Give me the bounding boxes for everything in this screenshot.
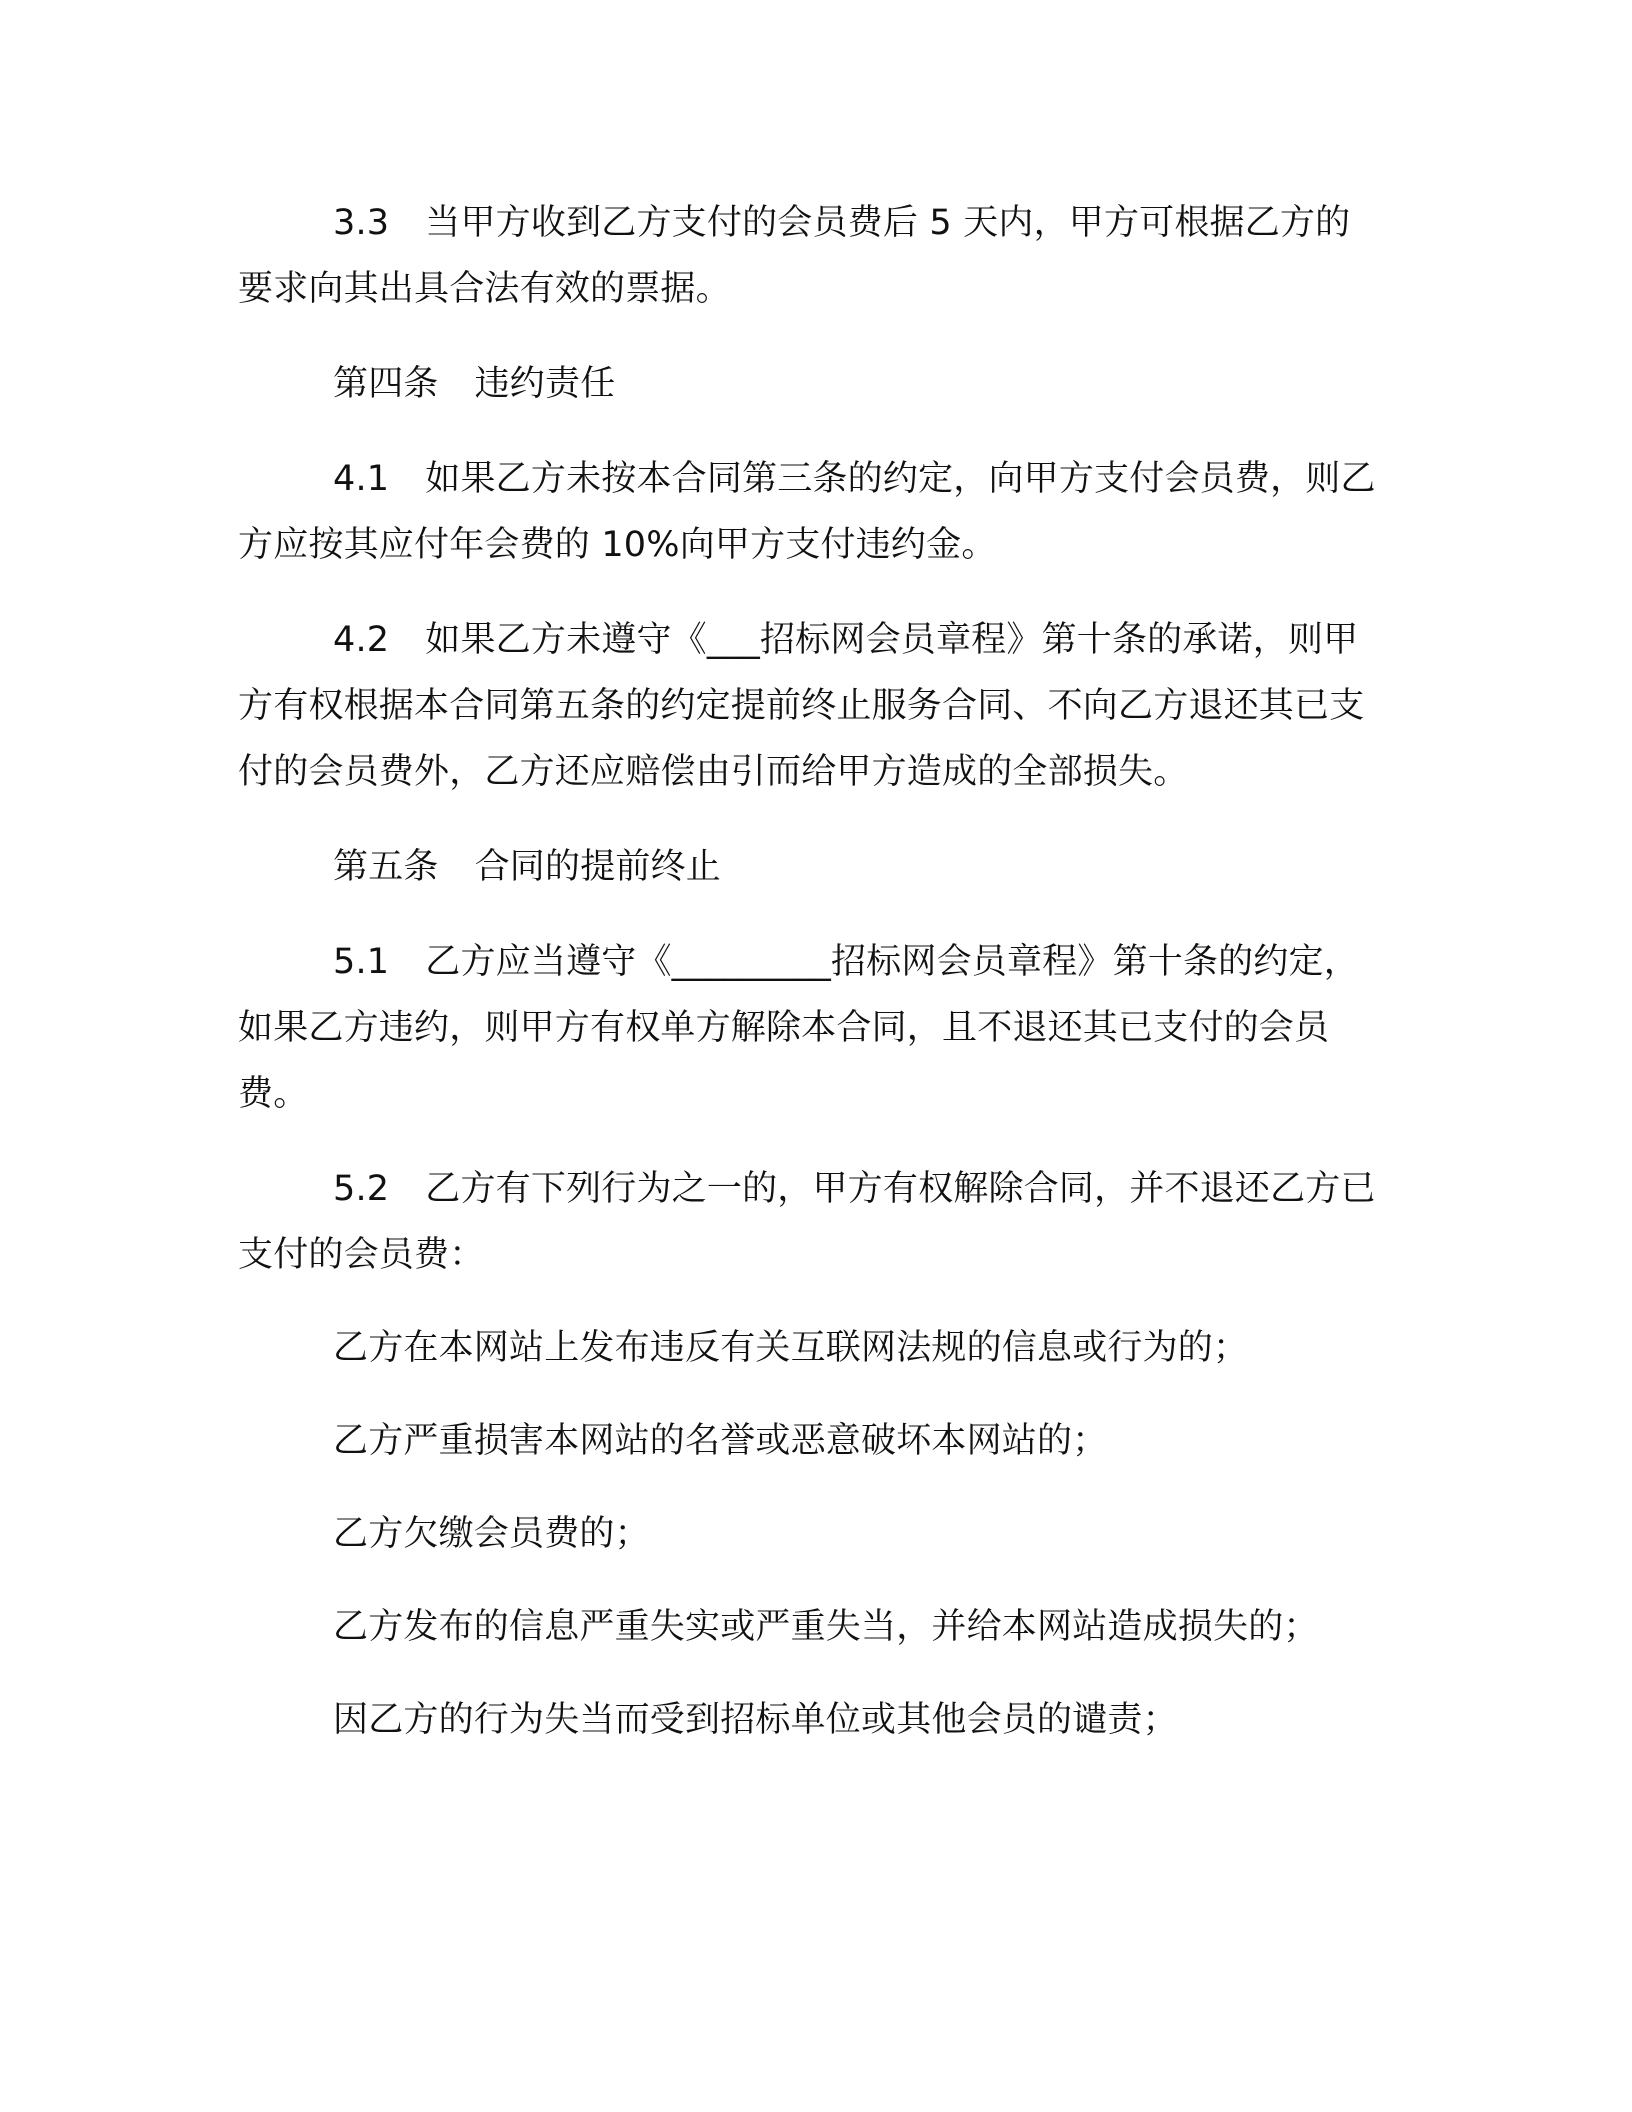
article-number: 第五条 bbox=[333, 847, 439, 887]
clause-number: 5.1 bbox=[333, 942, 390, 982]
clause-4-1 bbox=[238, 446, 1378, 578]
clause-3-3 bbox=[238, 190, 1378, 322]
list-item-text: 乙方在本网站上发布违反有关互联网法规的信息或行为的； bbox=[333, 1328, 1249, 1368]
clause-number: 4.2 bbox=[333, 620, 390, 660]
clause-text: 当甲方收到乙方支付的会员费后 5 天内，甲方可根据乙方的要求向其出具合法有效的票据。 bbox=[238, 203, 1351, 309]
clause-number: 5.2 bbox=[333, 1169, 390, 1209]
clause-text: 乙方有下列行为之一的，甲方有权解除合同，并不退还乙方已支付的会员费： bbox=[238, 1169, 1376, 1275]
article-5-heading bbox=[238, 834, 1378, 900]
clause-4-2 bbox=[238, 607, 1378, 805]
clause-number: 4.1 bbox=[333, 459, 390, 499]
list-item bbox=[238, 1594, 1378, 1660]
article-title: 违约责任 bbox=[474, 364, 616, 404]
clause-text: 如果乙方未按本合同第三条的约定，向甲方支付会员费，则乙方应按其应付年会费的 10%向甲方支付违约金。 bbox=[238, 459, 1376, 565]
list-item bbox=[238, 1687, 1378, 1753]
clause-number: 3.3 bbox=[333, 203, 390, 243]
article-title: 合同的提前终止 bbox=[474, 847, 722, 887]
list-item bbox=[238, 1501, 1378, 1567]
list-item-text: 因乙方的行为失当而受到招标单位或其他会员的谴责； bbox=[333, 1700, 1178, 1740]
article-4-heading bbox=[238, 351, 1378, 417]
list-item-text: 乙方欠缴会员费的； bbox=[333, 1514, 650, 1554]
clause-5-1 bbox=[238, 929, 1378, 1127]
list-item bbox=[238, 1315, 1378, 1381]
clause-text: 如果乙方未遵守《___招标网会员章程》第十条的承诺，则甲方有权根据本合同第五条的约定提前终止服务合同、不向乙方退还其已支付的会员费外，乙方还应赔偿由引而给甲方造成的全部损失。 bbox=[238, 620, 1365, 792]
list-item-text: 乙方严重损害本网站的名誉或恶意破坏本网站的； bbox=[333, 1421, 1108, 1461]
article-number: 第四条 bbox=[333, 364, 439, 404]
clause-5-2 bbox=[238, 1156, 1378, 1288]
clause-text: 乙方应当遵守《_________招标网会员章程》第十条的约定，如果乙方违约，则甲方有权单方解除本合同，且不退还其已支付的会员费。 bbox=[238, 942, 1359, 1114]
list-item-text: 乙方发布的信息严重失实或严重失当，并给本网站造成损失的； bbox=[333, 1607, 1319, 1647]
list-item bbox=[238, 1408, 1378, 1474]
document-body bbox=[238, 190, 1378, 1753]
